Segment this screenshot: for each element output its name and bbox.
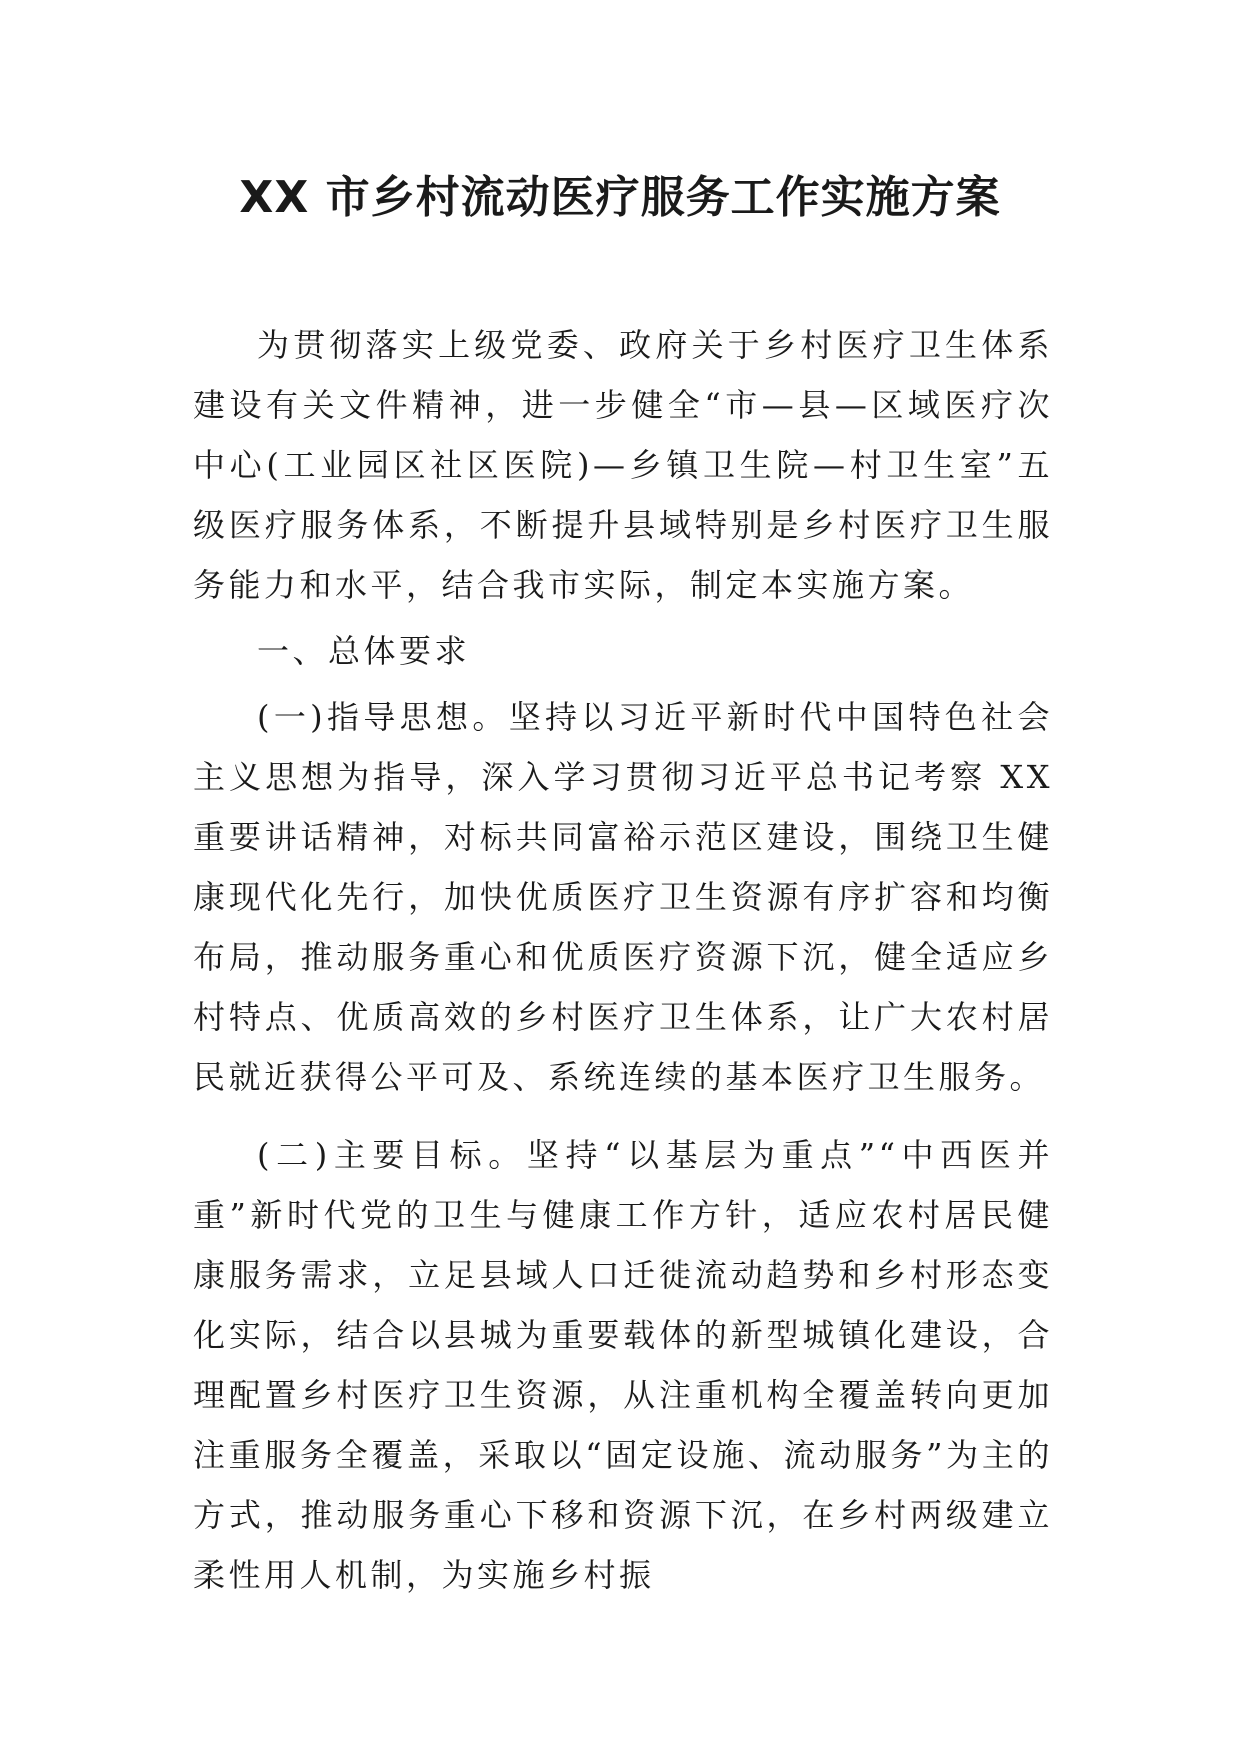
document-title: XX 市乡村流动医疗服务工作实施方案: [239, 172, 1001, 223]
paragraph-guiding-thought: (一)指导思想。坚持以习近平新时代中国特色社会主义思想为指导，深入学习贯彻习近平总书记考察 XX 重要讲话精神，对标共同富裕示范区建设，围绕卫生健康现代化先行，加快优质医疗卫生资源有序扩容和均衡布局，推动服务重心和优质医疗资源下沉，健全适应乡村特点、优质高效的乡村医疗卫生体系，让广大农村居民就近获得公平可及、系统连续的基本医疗卫生服务。: [193, 698, 1053, 1096]
paragraph-intro: 为贯彻落实上级党委、政府关于乡村医疗卫生体系建设有关文件精神，进一步健全“市—县—区域医疗次中心(工业园区社区医院)—乡镇卫生院—村卫生室”五级医疗服务体系，不断提升县域特别是乡村医疗卫生服务能力和水平，结合我市实际，制定本实施方案。: [193, 326, 1053, 604]
document-body: [193, 315, 1053, 1605]
paragraph-main-goals: (二)主要目标。坚持“以基层为重点”“中西医并重”新时代党的卫生与健康工作方针，适应农村居民健康服务需求，立足县域人口迁徙流动趋势和乡村形态变化实际，结合以县城为重要载体的新型城镇化建设，合理配置乡村医疗卫生资源，从注重机构全覆盖转向更加注重服务全覆盖，采取以“固定设施、流动服务”为主的方式，推动服务重心下移和资源下沉，在乡村两级建立柔性用人机制，为实施乡村振: [193, 1136, 1053, 1594]
section-heading-general-requirements: 一、总体要求: [257, 632, 471, 670]
